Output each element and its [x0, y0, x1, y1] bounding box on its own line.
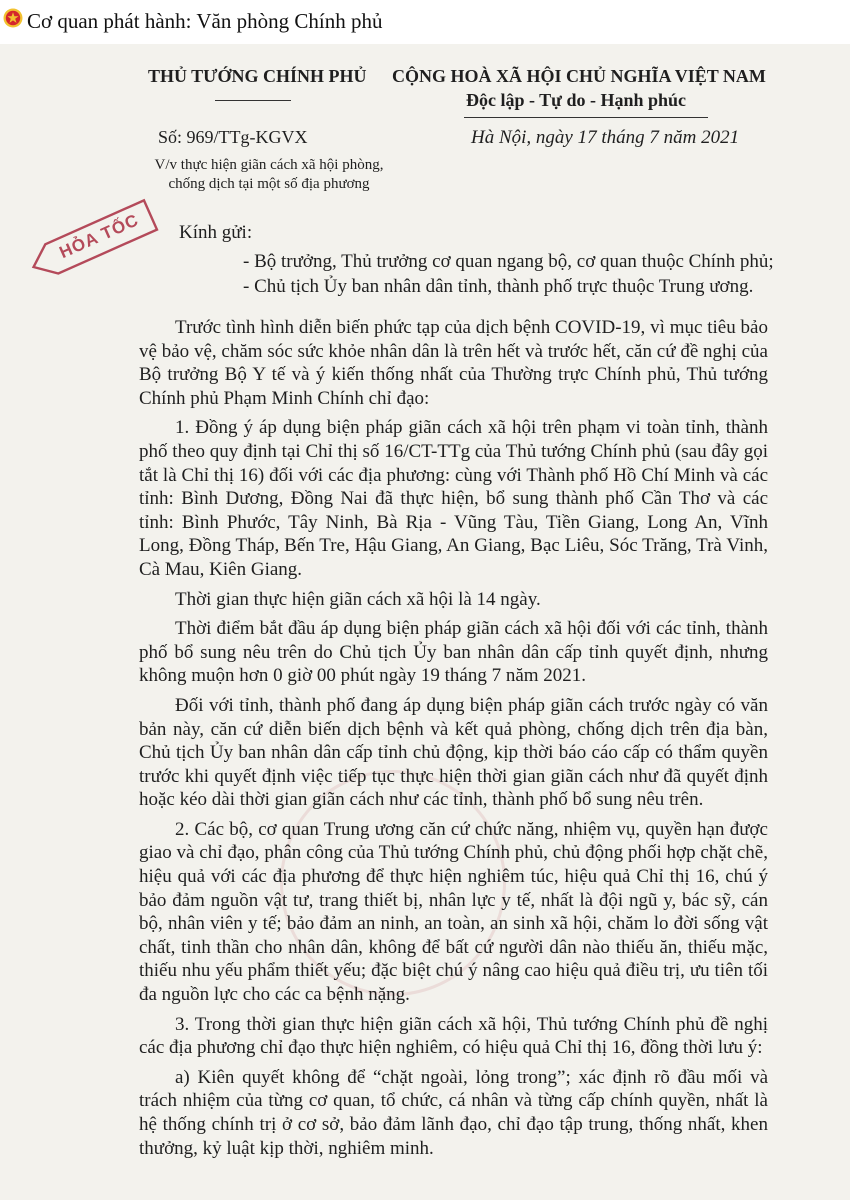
authority-underline: [215, 100, 291, 101]
document-number: Số: 969/TTg-KGVX: [158, 127, 308, 147]
issuer-label: Cơ quan phát hành: Văn phòng Chính phủ: [27, 9, 383, 33]
addressee-item: - Bộ trưởng, Thủ trưởng cơ quan ngang bộ, cơ quan thuộc Chính phủ;: [243, 251, 774, 272]
issuing-authority: THỦ TƯỚNG CHÍNH PHỦ: [148, 66, 367, 86]
body-paragraph: Đối với tỉnh, thành phố đang áp dụng biện pháp giãn cách trước ngày có văn bản này, căn cứ diễn biến dịch bệnh và kết quả phòng, chống dịch trên địa bàn, Chủ tịch Ủy ban nhân dân cấp tỉnh chủ động, kịp thời báo cáo cấp có thẩm quyền trước khi quyết định việc tiếp tục thực hiện thời gian giãn cách như đã quyết định hoặc kéo dài thời gian giãn cách như các tỉnh, thành phố bổ sung nêu trên.: [139, 694, 768, 811]
body-paragraph: 1. Đồng ý áp dụng biện pháp giãn cách xã hội trên phạm vi toàn tỉnh, thành phố theo quy định tại Chỉ thị số 16/CT-TTg của Thủ tướng Chính phủ (sau đây gọi tắt là Chỉ thị 16) đối với các địa phương: cùng với Thành phố Hồ Chí Minh và các tỉnh: Bình Dương, Đồng Nai đã thực hiện, bổ sung thành phố Cần Thơ và các tỉnh: Bình Phước, Tây Ninh, Bà Rịa - Vũng Tàu, Tiền Giang, Long An, Vĩnh Long, Đồng Tháp, Bến Tre, Hậu Giang, An Giang, Bạc Liêu, Sóc Trăng, Trà Vinh, Cà Mau, Kiên Giang.: [139, 417, 768, 580]
body-paragraph: Trước tình hình diễn biến phức tạp của dịch bệnh COVID-19, vì mục tiêu bảo vệ bảo vệ, chăm sóc sức khỏe nhân dân là trên hết và trước hết, căn cứ đề nghị của Bộ trưởng Bộ Y tế và ý kiến thống nhất của Thường trực Chính phủ, Thủ tướng Chính phủ Phạm Minh Chính chỉ đạo:: [139, 317, 768, 409]
national-motto: Độc lập - Tự do - Hạnh phúc: [466, 90, 687, 110]
body-paragraph: a) Kiên quyết không để “chặt ngoài, lỏng trong”; xác định rõ đầu mối và trách nhiệm của từng cơ quan, tổ chức, cá nhân và từng cấp chính quyền, nhất là hệ thống chính trị ở cơ sở, bảo đảm lãnh đạo, chỉ đạo tập trung, thống nhất, khen thưởng, kỷ luật kịp thời, nghiêm minh.: [139, 1066, 768, 1159]
addressee-item: - Chủ tịch Ủy ban nhân dân tỉnh, thành phố trực thuộc Trung ương.: [243, 276, 754, 297]
body-paragraph: Thời gian thực hiện giãn cách xã hội là 14 ngày.: [175, 588, 541, 610]
body-paragraph: Thời điểm bắt đầu áp dụng biện pháp giãn cách xã hội đối với các tỉnh, thành phố bổ sung nêu trên do Chủ tịch Ủy ban nhân dân cấp tỉnh quyết định, nhưng không muộn hơn 0 giờ 00 phút ngày 19 tháng 7 năm 2021.: [139, 618, 768, 687]
document-body: [139, 316, 768, 1166]
motto-underline: [464, 117, 708, 118]
subject-line-2: chống dịch tại một số địa phương: [168, 176, 370, 192]
place-and-date: Hà Nội, ngày 17 tháng 7 năm 2021: [471, 127, 740, 148]
national-title: CỘNG HOÀ XÃ HỘI CHỦ NGHĨA VIỆT NAM: [392, 66, 766, 86]
national-emblem-icon: [3, 7, 23, 29]
addressee-intro: Kính gửi:: [179, 222, 253, 243]
subject-line: [134, 156, 404, 194]
stamp-text: HỎA TỐC: [56, 210, 142, 263]
issuer-bar: [0, 0, 850, 44]
body-paragraph: 3. Trong thời gian thực hiện giãn cách xã hội, Thủ tướng Chính phủ đề nghị các địa phương chỉ đạo thực hiện nghiêm, có hiệu quả Chỉ thị 16, đồng thời lưu ý:: [139, 1013, 768, 1059]
subject-line-1: V/v thực hiện giãn cách xã hội phòng,: [154, 157, 384, 173]
body-paragraph: 2. Các bộ, cơ quan Trung ương căn cứ chức năng, nhiệm vụ, quyền hạn được giao và chỉ đạo, phân công của Thủ tướng Chính phủ, chủ động phối hợp chặt chẽ, hiệu quả với các địa phương để thực hiện nghiêm túc, hiệu quả Chỉ thị 16, chú ý bảo đảm nguồn vật tư, trang thiết bị, nhân lực y tế, nhất là đội ngũ y, bác sỹ, cán bộ, nhân viên y tế; bảo đảm an ninh, an toàn, an sinh xã hội, chăm lo đời sống vật chất, tinh thần cho nhân dân, không để bất cứ người dân nào thiếu ăn, thiếu mặc, thiếu nhu yếu phẩm thiết yếu; đặc biệt chú ý nâng cao hiệu quả điều trị, ưu tiên tối đa nguồn lực cho các ca bệnh nặng.: [139, 818, 768, 1006]
